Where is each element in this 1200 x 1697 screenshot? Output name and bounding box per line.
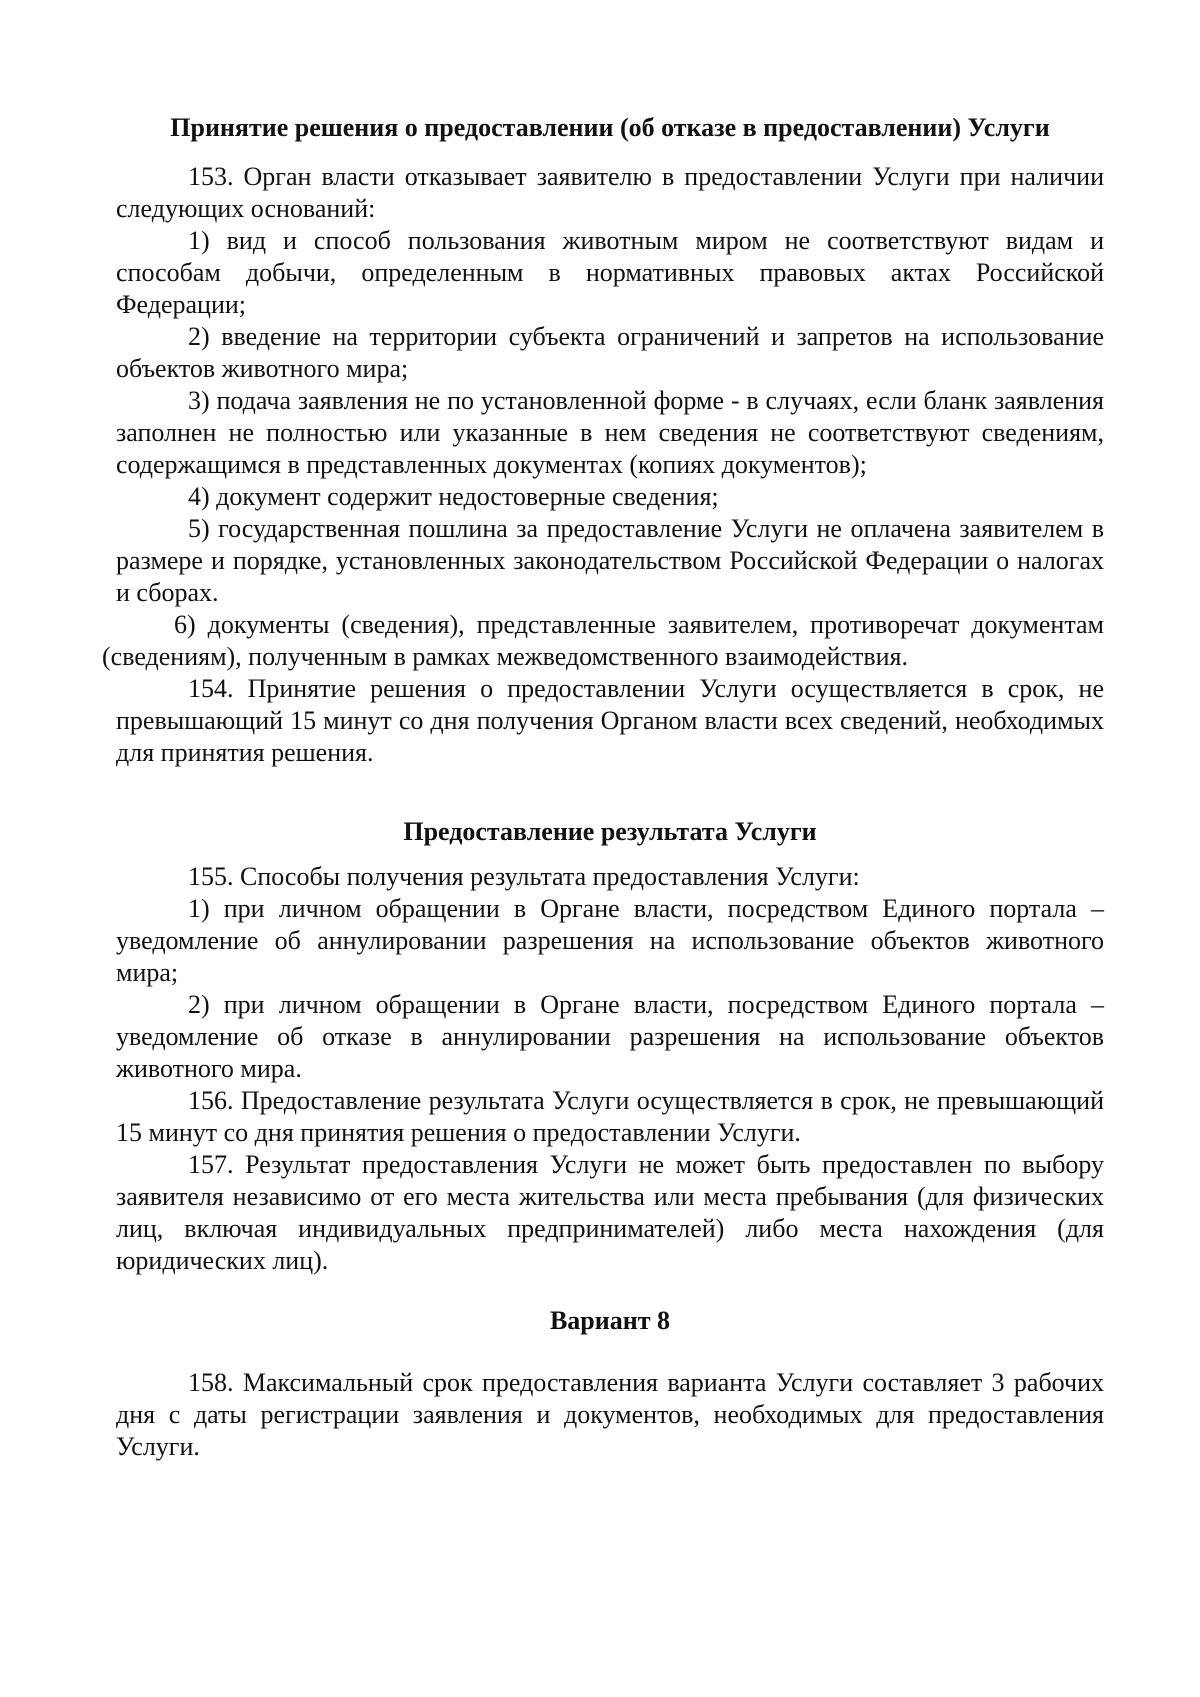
paragraph-157: 157. Результат предоставления Услуги не может быть предоставлен по выбору заявителя независимо от его места жительства или места пребывания (для физических лиц, включая индивидуальных предпринимателей) либо места нахождения (для юридических лиц). — [116, 1150, 1104, 1275]
paragraph-158: 158. Максимальный срок предоставления варианта Услуги составляет 3 рабочих дня с даты регистрации заявления и документов, необходимых для предоставления Услуги. — [116, 1368, 1104, 1461]
section-heading-variant-8: Вариант 8 — [549, 1306, 671, 1335]
list-item-153-3: 3) подача заявления не по установленной форме - в случаях, если бланк заявления заполнен не полностью или указанные в нем сведения не соответствуют сведениям, содержащимся в представленных документах (копиях документов); — [116, 386, 1104, 479]
list-item-153-1: 1) вид и способ пользования животным миром не соответствуют видам и способам добычи, определенным в нормативных правовых актах Российской Федерации; — [116, 226, 1104, 319]
list-item-153-4: 4) документ содержит недостоверные сведения; — [188, 482, 719, 511]
paragraph-153: 153. Орган власти отказывает заявителю в предоставлении Услуги при наличии следующих оснований: — [116, 162, 1104, 223]
paragraph-156: 156. Предоставление результата Услуги осуществляется в срок, не превышающий 15 минут со дня принятия решения о предоставлении Услуги. — [116, 1086, 1104, 1147]
document-body — [102, 112, 1104, 1463]
section-heading-decision: Принятие решения о предоставлении (об отказе в предоставлении) Услуги — [170, 113, 1050, 142]
list-item-153-2: 2) введение на территории субъекта ограничений и запретов на использование объектов животного мира; — [116, 322, 1104, 383]
paragraph-154: 154. Принятие решения о предоставлении Услуги осуществляется в срок, не превышающий 15 минут со дня получения Органом власти всех сведений, необходимых для принятия решения. — [116, 674, 1104, 767]
list-item-155-2: 2) при личном обращении в Органе власти, посредством Единого портала – уведомление об отказе в аннулировании разрешения на использование объектов животного мира. — [116, 990, 1104, 1083]
section-heading-result: Предоставление результата Услуги — [403, 817, 817, 846]
list-item-155-1: 1) при личном обращении в Органе власти, посредством Единого портала – уведомление об аннулировании разрешения на использование объектов животного мира; — [116, 894, 1104, 987]
list-item-153-5: 5) государственная пошлина за предоставление Услуги не оплачена заявителем в размере и порядке, установленных законодательством Российской Федерации о налогах и сборах. — [116, 514, 1104, 607]
list-item-153-6: 6) документы (сведения), представленные заявителем, противоречат документам (сведениям), полученным в рамках межведомственного взаимодействия. — [102, 610, 1104, 671]
paragraph-155: 155. Способы получения результата предоставления Услуги: — [188, 862, 860, 891]
